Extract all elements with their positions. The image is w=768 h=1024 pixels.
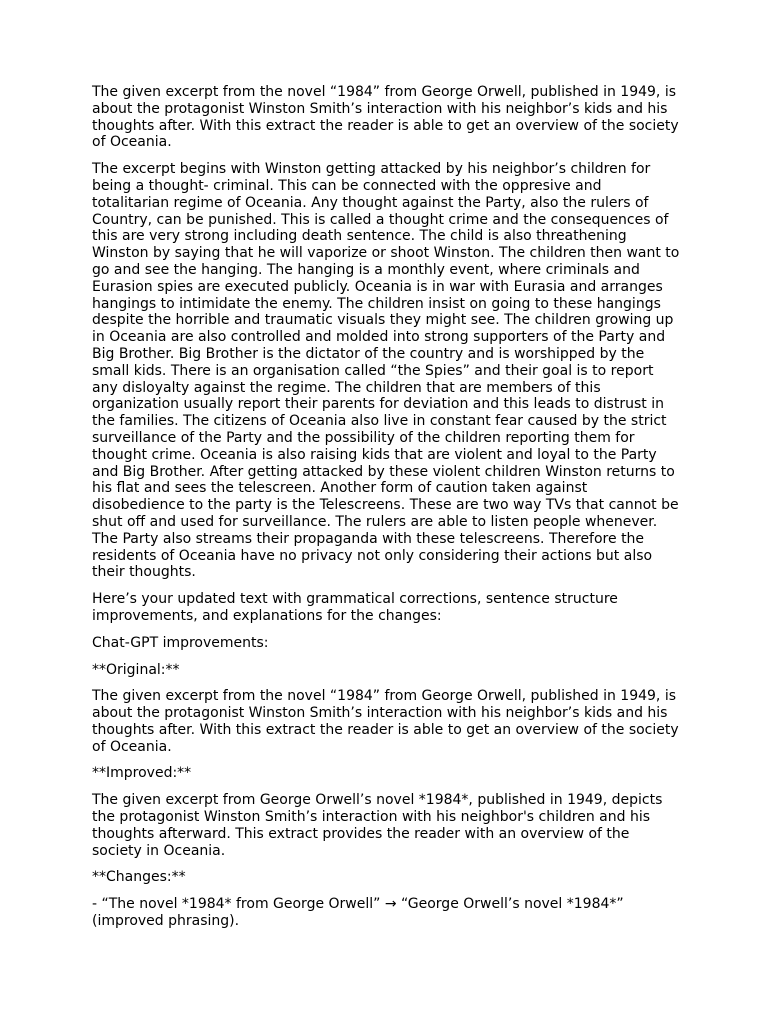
paragraph-chatgpt-heading: Chat-GPT improvements: — [92, 634, 269, 651]
paragraph-original-text: The given excerpt from the novel “1984” from George Orwell, published in 1949, is about the protagonist Winston Smith’s interaction with his neighbor’s kids and his thoughts after. With this extract the reader is able to get an overview of the society of Oceania. — [92, 688, 679, 755]
paragraph-analysis: The excerpt begins with Winston getting attacked by his neighbor’s children for being a thought- criminal. This can be connected with the oppresive and totalitarian regime of Oceania. Any thought against the Party, also the rulers of Country, can be punished. This is called a thought crime and the consequences of this are very strong including death sentence. The child is also threathening Winston by saying that he will vaporize or shoot Winston. The children then want to go and see the hanging. The hanging is a monthly event, where criminals and Eurasion spies are executed publicly. Oceania is in war with Eurasia and arranges hangings to intimidate the enemy. The children insist on going to these hangings despite the horrible and traumatic visuals they might see. The children growing up in Oceania are also controlled and molded into strong supporters of the Party and Big Brother. Big Brother is the dictator of the country and is worshipped by the small kids. There is an organisation called “the Spies” and their goal is to report any disloyalty against the regime. The children that are members of this organization usually report their parents for deviation and this leads to distrust in the families. The citizens of Oceania also live in constant fear caused by the strict surveillance of the Party and the possibility of the children reporting them for thought crime. Oceania is also raising kids that are violent and loyal to the Party and Big Brother. After getting attacked by these violent children Winston returns to his flat and sees the telescreen. Another form of caution taken against disobedience to the party is the Telescreens. These are two way TVs that cannot be shut off and used for surveillance. The rulers are able to listen people whenever. The Party also streams their propaganda with these telescreens. Therefore the residents of Oceania have no privacy not only considering their actions but also their thoughts. — [92, 161, 680, 581]
paragraph-improved-label: **Improved:** — [92, 765, 192, 782]
paragraph-updated-text-note: Here’s your updated text with grammatical corrections, sentence structure improvements, and explanations for the changes: — [92, 591, 618, 624]
document-page — [92, 84, 682, 940]
paragraph-original-label: **Original:** — [92, 661, 180, 678]
paragraph-change-item: - “The novel *1984* from George Orwell” → “George Orwell’s novel *1984*” (improved phrasing). — [92, 896, 624, 930]
paragraph-improved-text: The given excerpt from George Orwell’s novel *1984*, published in 1949, depicts the protagonist Winston Smith’s interaction with his neighbor's children and his thoughts afterward. This extract provides the reader with an overview of the society in Oceania. — [92, 792, 663, 859]
paragraph-intro: The given excerpt from the novel “1984” from George Orwell, published in 1949, is about the protagonist Winston Smith’s interaction with his neighbor’s kids and his thoughts after. With this extract the reader is able to get an overview of the society of Oceania. — [92, 84, 679, 151]
paragraph-changes-label: **Changes:** — [92, 869, 186, 886]
